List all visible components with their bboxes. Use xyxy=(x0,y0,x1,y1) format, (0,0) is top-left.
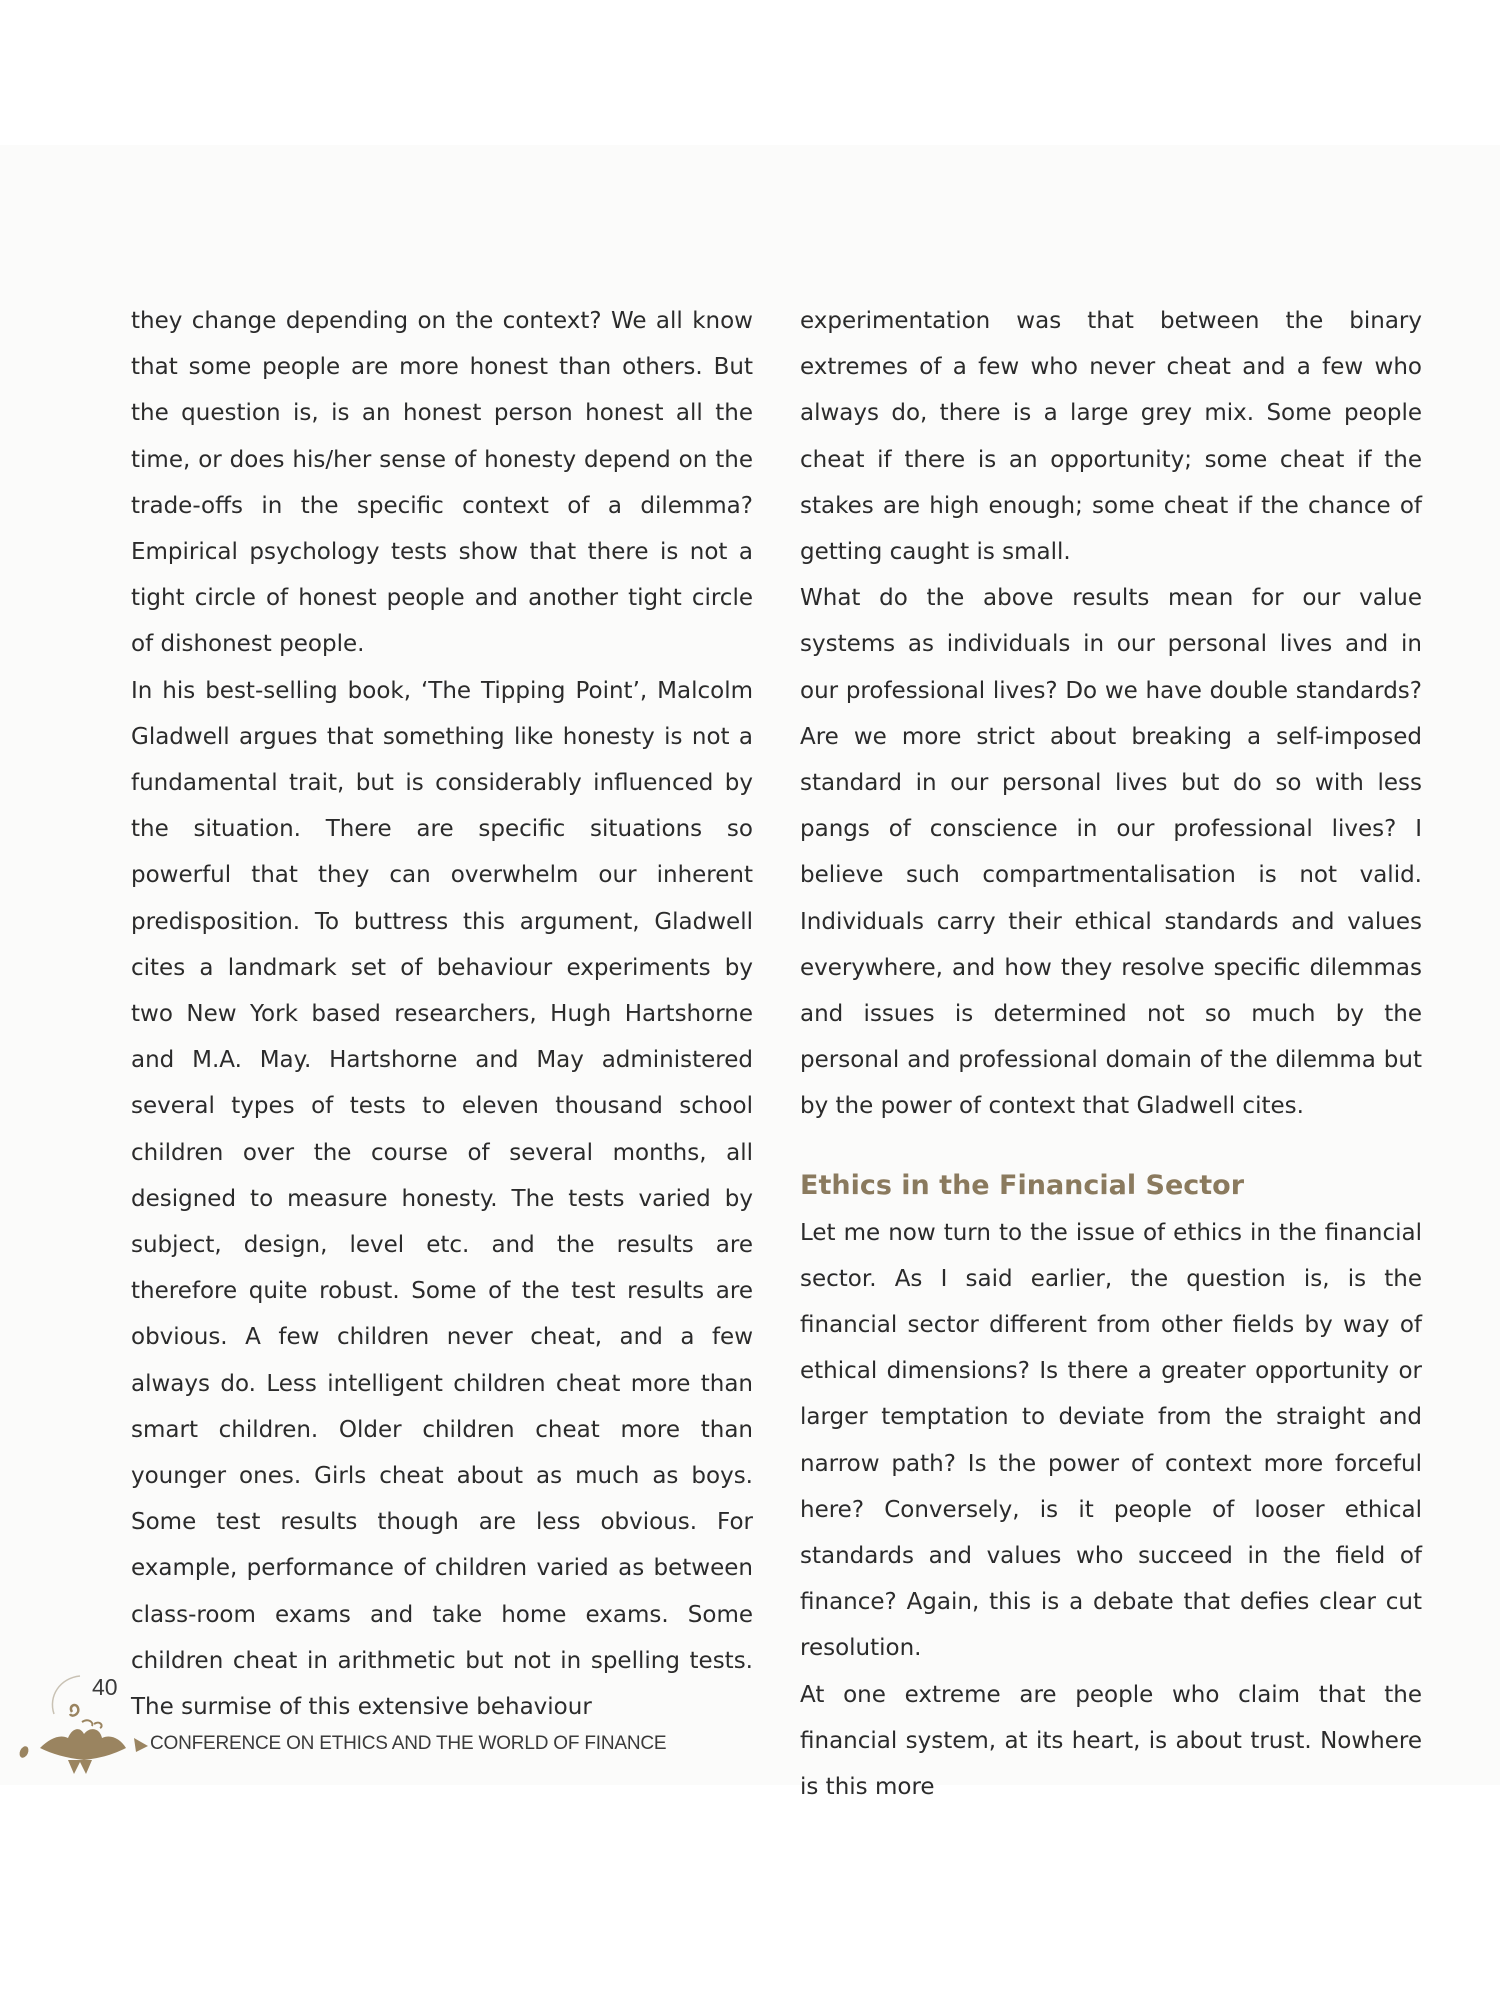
section-heading: Ethics in the Financial Sector xyxy=(800,1169,1245,1201)
paragraph-experiment-surmise: experimentation was that between the binary extremes of a few who never cheat and a few who always do, there is a large grey mix. Some people cheat if there is an opportunity; some cheat if the stakes are high enough; some cheat if the chance of getting caught is small. xyxy=(800,308,1422,566)
lotus-ornament-icon xyxy=(10,1668,150,1778)
paragraph-trust: At one extreme are people who claim that the financial system, at its heart, is about trust. Nowhere is this more xyxy=(800,1681,1422,1801)
left-column xyxy=(131,298,753,1730)
paragraph-honesty-context: they change depending on the context? We all know that some people are more honest than others. But the question is, is an honest person honest all the time, or does his/her sense of honesty depend on the trade-offs in the specific context of a dilemma? Empirical psychology tests show that there is not a tight circle of honest people and another tight circle of dishonest people. xyxy=(131,308,753,658)
footer-title: CONFERENCE ON ETHICS AND THE WORLD OF FINANCE xyxy=(150,1733,667,1754)
right-column xyxy=(800,298,1422,1810)
paragraph-value-systems: What do the above results mean for our value systems as individuals in our personal lives and in our professional lives? Do we have double standards? Are we more strict about breaking a self-imposed standard in our personal lives but do so with less pangs of conscience in our professional lives? I believe such compartmentalisation is not valid. Individuals carry their ethical standards and values everywhere, and how they resolve specific dilemmas and issues is determined not so much by the personal and professional domain of the dilemma but by the power of context that Gladwell cites. xyxy=(800,585,1422,1120)
page-number: 40 xyxy=(92,1674,118,1700)
paragraph-financial-sector: Let me now turn to the issue of ethics in the financial sector. As I said earlier, the question is, is the financial sector different from other fields by way of ethical dimensions? Is there a greater opportunity or larger temptation to deviate from the straight and narrow path? Is the power of context more forceful here? Conversely, is it people of looser ethical standards and values who succeed in the field of finance? Again, this is a debate that defies clear cut resolution. xyxy=(800,1219,1422,1662)
paragraph-tipping-point: In his best-selling book, ‘The Tipping Point’, Malcolm Gladwell argues that something like honesty is not a fundamental trait, but is considerably influenced by the situation. There are specific situations so powerful that they can overwhelm our inherent predisposition. To buttress this argument, Gladwell cites a landmark set of behaviour experiments by two New York based researchers, Hugh Hartshorne and M.A. May. Hartshorne and May administered several types of tests to eleven thousand school children over the course of several months, all designed to measure honesty. The tests varied by subject, design, level etc. and the results are therefore quite robust. Some of the test results are obvious. A few children never cheat, and a few always do. Less intelligent children cheat more than smart children. Older children cheat more than younger ones. Girls cheat about as much as boys. Some test results though are less obvious. For example, performance of children varied as between class-room exams and take home exams. Some children cheat in arithmetic but not in spelling tests. The surmise of this extensive behaviour xyxy=(131,677,753,1721)
